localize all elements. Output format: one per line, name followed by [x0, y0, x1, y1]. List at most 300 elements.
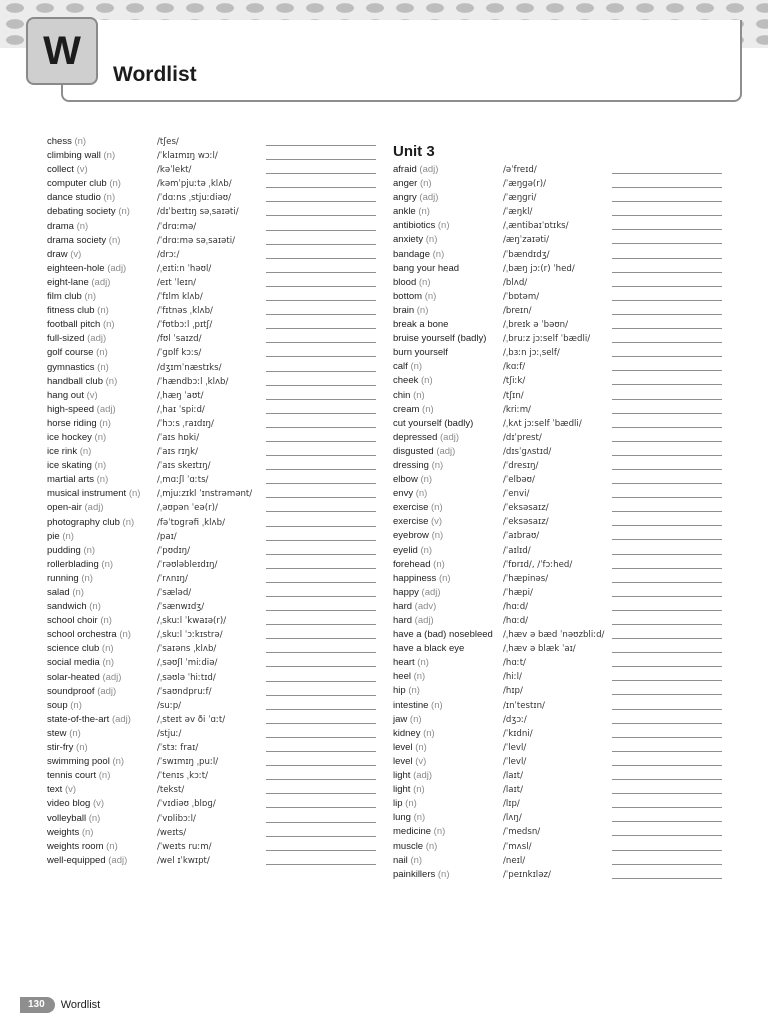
- headword: [393, 868, 450, 882]
- headword: [393, 656, 429, 670]
- translation-write-line: [266, 286, 376, 287]
- translation-write-line: [612, 314, 722, 315]
- headword: [393, 487, 427, 501]
- translation-write-line: [612, 427, 722, 428]
- headword-text: hard: [393, 600, 413, 612]
- translation-write-line: [612, 539, 722, 540]
- translation-write-line: [612, 878, 722, 879]
- part-of-speech: (n): [108, 234, 121, 246]
- headword-text: stir-fry: [47, 742, 74, 754]
- headword: [393, 670, 425, 684]
- headword-text: exercise: [393, 502, 429, 514]
- phonetic-transcription: /ˈrʌnɪŋ/: [157, 573, 188, 584]
- part-of-speech: (n): [415, 488, 428, 500]
- part-of-speech: (n): [99, 417, 111, 429]
- part-of-speech: (adj): [107, 262, 127, 274]
- headword-text: angry: [393, 192, 417, 204]
- headword-text: full-sized: [47, 333, 85, 345]
- phonetic-transcription: /tekst/: [157, 785, 185, 796]
- part-of-speech: (n): [98, 770, 111, 782]
- part-of-speech: (adj): [108, 854, 128, 866]
- translation-write-line: [266, 399, 376, 400]
- translation-write-line: [266, 610, 376, 611]
- headword: [393, 360, 422, 374]
- wordlist-row: [393, 346, 560, 360]
- phonetic-transcription: /tʃɪn/: [503, 390, 524, 401]
- headword: [47, 558, 113, 572]
- headword-text: chin: [393, 389, 411, 401]
- wordlist-row: [393, 572, 549, 586]
- phonetic-transcription: /kɑːf/: [503, 362, 526, 373]
- translation-write-line: [612, 652, 722, 653]
- headword-text: break a bone: [393, 319, 449, 331]
- part-of-speech: (n): [112, 756, 125, 768]
- phonetic-transcription: /ˈstɜː fraɪ/: [157, 743, 199, 754]
- translation-write-line: [612, 356, 722, 357]
- translation-write-line: [266, 723, 376, 724]
- headword: [47, 671, 121, 685]
- headword: [393, 614, 434, 628]
- phonetic-transcription: /ˈdrɑːmə/: [157, 221, 197, 232]
- phonetic-transcription: /ˈklaɪmɪŋ wɔːl/: [157, 151, 218, 162]
- translation-write-line: [266, 596, 376, 597]
- headword-text: tennis court: [47, 770, 97, 782]
- headword-text: medicine: [393, 826, 432, 838]
- translation-write-line: [266, 822, 376, 823]
- headword: [393, 628, 493, 642]
- part-of-speech: (n): [437, 868, 450, 880]
- translation-write-line: [266, 695, 376, 696]
- headword: [393, 515, 442, 529]
- part-of-speech: (v): [86, 389, 98, 401]
- headword: [393, 684, 420, 698]
- translation-write-line: [266, 201, 376, 202]
- unit-3-word-list: [393, 163, 605, 882]
- phonetic-transcription: /ˌbruːz jɔːself ˈbædli/: [503, 334, 591, 345]
- headword-text: ice skating: [47, 460, 92, 472]
- translation-write-line: [266, 441, 376, 442]
- headword-text: have a (bad) nosebleed: [393, 629, 493, 641]
- wordlist-row: [393, 360, 526, 374]
- phonetic-transcription: /ˈfɪlm klʌb/: [157, 292, 203, 303]
- part-of-speech: (n): [418, 276, 431, 288]
- translation-write-line: [612, 751, 722, 752]
- headword-text: musical instrument: [47, 488, 127, 500]
- headword: [393, 318, 448, 332]
- part-of-speech: (n): [417, 657, 429, 669]
- headword: [47, 332, 106, 346]
- headword: [393, 501, 443, 515]
- headword: [393, 797, 417, 811]
- headword-text: lung: [393, 812, 411, 824]
- part-of-speech: (n): [101, 643, 114, 655]
- headword-text: happiness: [393, 572, 437, 584]
- unit-heading: Unit 3: [393, 143, 435, 160]
- headword: [393, 642, 464, 656]
- wordlist-row: [393, 825, 541, 839]
- headword: [393, 233, 437, 247]
- phonetic-transcription: /ˌbɜːn jɔːˌself/: [503, 348, 560, 359]
- translation-write-line: [612, 201, 722, 202]
- translation-write-line: [266, 385, 376, 386]
- phonetic-transcription: /ˈbændɪdʒ/: [503, 249, 550, 260]
- translation-write-line: [612, 483, 722, 484]
- translation-write-line: [266, 258, 376, 259]
- wordlist-row: [393, 473, 535, 487]
- part-of-speech: (adv): [414, 600, 437, 612]
- headword: [47, 149, 115, 163]
- part-of-speech: (n): [416, 304, 429, 316]
- wordlist-row: [393, 684, 523, 698]
- wordlist-row: [393, 304, 532, 318]
- headword-text: calf: [393, 361, 408, 373]
- headword-text: light: [393, 784, 411, 796]
- translation-write-line: [612, 370, 722, 371]
- part-of-speech: (n): [105, 375, 118, 387]
- headword: [393, 205, 430, 219]
- headword-text: painkillers: [393, 868, 436, 880]
- wordlist-row: [393, 177, 547, 191]
- part-of-speech: (adj): [102, 671, 122, 683]
- wordlist-row: [393, 741, 527, 755]
- headword: [47, 530, 74, 544]
- phonetic-transcription: /ˈbɒtəm/: [503, 291, 540, 302]
- headword: [393, 459, 443, 473]
- headword: [47, 276, 110, 290]
- part-of-speech: (n): [433, 558, 445, 570]
- headword-text: school orchestra: [47, 629, 117, 641]
- headword-text: muscle: [393, 840, 424, 852]
- headword: [393, 558, 445, 572]
- wordlist-row: [393, 332, 591, 346]
- headword-text: blood: [393, 276, 417, 288]
- part-of-speech: (n): [94, 460, 107, 472]
- phonetic-transcription: /paɪ/: [157, 531, 177, 542]
- phonetic-transcription: /ˈfɪtnəs ˌklʌb/: [157, 306, 213, 317]
- part-of-speech: (n): [103, 192, 116, 204]
- translation-write-line: [266, 624, 376, 625]
- part-of-speech: (n): [74, 136, 87, 147]
- wordlist-row: [393, 248, 550, 262]
- phonetic-transcription: /ˈenvi/: [503, 489, 530, 500]
- headword: [393, 374, 433, 388]
- headword-text: rollerblading: [47, 558, 99, 570]
- translation-write-line: [266, 173, 376, 174]
- part-of-speech: (n): [119, 629, 131, 641]
- translation-write-line: [266, 807, 376, 808]
- translation-write-line: [612, 723, 722, 724]
- wordlist-row: [393, 656, 526, 670]
- headword: [393, 163, 438, 177]
- translation-write-line: [266, 666, 376, 667]
- phonetic-transcription: /ˈhæpinəs/: [503, 573, 549, 584]
- headword: [393, 431, 459, 445]
- phonetic-transcription: /laɪt/: [503, 771, 524, 782]
- phonetic-transcription: /weɪts/: [157, 827, 187, 838]
- phonetic-transcription: /ˈtenɪs ˌkɔːt/: [157, 771, 208, 782]
- translation-write-line: [266, 371, 376, 372]
- headword-text: bandage: [393, 248, 430, 260]
- phonetic-transcription: /ˈaɪlɪd/: [503, 545, 531, 556]
- phonetic-transcription: /ˈvɪdiəʊ ˌblɒɡ/: [157, 799, 216, 810]
- page-number: 130: [20, 997, 55, 1013]
- part-of-speech: (n): [431, 459, 444, 471]
- headword: [47, 600, 101, 614]
- headword-text: hang out: [47, 389, 84, 401]
- phonetic-transcription: /ˈdresɪŋ/: [503, 460, 539, 471]
- headword: [47, 417, 111, 431]
- part-of-speech: (n): [431, 530, 444, 542]
- headword: [393, 699, 443, 713]
- part-of-speech: (adj): [96, 403, 116, 415]
- headword: [47, 375, 117, 389]
- part-of-speech: (v): [76, 164, 88, 176]
- headword-text: envy: [393, 488, 414, 500]
- headword-text: chess: [47, 136, 72, 147]
- phonetic-transcription: /ˈpʊdɪŋ/: [157, 545, 191, 556]
- phonetic-transcription: /hɑːt/: [503, 658, 526, 669]
- phonetic-transcription: /ˈsæləd/: [157, 588, 192, 598]
- phonetic-transcription: /ˈelbəʊ/: [503, 475, 535, 486]
- part-of-speech: (n): [97, 361, 109, 373]
- part-of-speech: (n): [409, 713, 422, 725]
- headword: [393, 572, 451, 586]
- translation-write-line: [266, 187, 376, 188]
- wordlist-row: [393, 713, 527, 727]
- part-of-speech: (n): [423, 727, 435, 739]
- part-of-speech: (n): [83, 544, 96, 556]
- translation-write-line: [612, 525, 722, 526]
- part-of-speech: (n): [109, 178, 121, 190]
- part-of-speech: (adj): [91, 276, 111, 288]
- translation-write-line: [612, 258, 722, 259]
- translation-write-line: [612, 243, 722, 244]
- headword-text: level: [393, 741, 413, 753]
- headword: [47, 389, 98, 403]
- phonetic-transcription: /ˈfɒrɪd/, /ˈfɔːhed/: [503, 559, 573, 570]
- translation-write-line: [612, 497, 722, 498]
- translation-write-line: [266, 455, 376, 456]
- phonetic-transcription: /dɪsˈɡʌstɪd/: [503, 446, 552, 457]
- part-of-speech: (n): [103, 150, 116, 162]
- part-of-speech: (v): [64, 784, 77, 796]
- phonetic-transcription: /æŋˈzaɪəti/: [503, 235, 550, 246]
- phonetic-transcription: /eɪt ˈleɪn/: [157, 277, 197, 288]
- phonetic-transcription: /neɪl/: [503, 855, 526, 866]
- phonetic-transcription: /ˈhæpi/: [503, 587, 533, 598]
- wordlist-row: [393, 614, 529, 628]
- headword-text: draw: [47, 248, 68, 260]
- headword: [47, 220, 88, 234]
- translation-write-line: [612, 413, 722, 414]
- headword: [47, 614, 112, 628]
- headword: [47, 812, 100, 826]
- phonetic-transcription: /ˈrəʊləbleɪdɪŋ/: [157, 559, 218, 570]
- headword: [47, 346, 108, 360]
- headword-text: ice hockey: [47, 431, 92, 443]
- translation-write-line: [266, 526, 376, 527]
- headword: [47, 727, 81, 741]
- translation-write-line: [612, 709, 722, 710]
- headword-text: collect: [47, 164, 74, 176]
- part-of-speech: (n): [421, 375, 433, 387]
- translation-write-line: [266, 737, 376, 738]
- wordlist-row: [393, 670, 522, 684]
- headword: [393, 741, 427, 755]
- headword: [393, 290, 436, 304]
- headword-text: lip: [393, 798, 403, 810]
- phonetic-transcription: /ˈaɪbraʊ/: [503, 531, 540, 542]
- phonetic-transcription: /ˈsænwɪdʒ/: [157, 602, 205, 613]
- part-of-speech: (n): [118, 206, 130, 218]
- part-of-speech: (n): [101, 558, 114, 570]
- translation-write-line: [266, 469, 376, 470]
- translation-write-line: [266, 483, 376, 484]
- translation-write-line: [612, 173, 722, 174]
- headword: [47, 572, 93, 586]
- translation-write-line: [266, 554, 376, 555]
- headword-text: pie: [47, 530, 60, 542]
- headword: [393, 346, 448, 360]
- headword: [47, 783, 76, 797]
- part-of-speech: (adj): [419, 164, 439, 175]
- translation-write-line: [266, 413, 376, 414]
- wordlist-row: [393, 586, 533, 600]
- translation-write-line: [266, 272, 376, 273]
- headword: [393, 854, 422, 868]
- part-of-speech: (n): [76, 742, 88, 754]
- part-of-speech: (n): [408, 685, 420, 697]
- headword-text: cut yourself (badly): [393, 417, 474, 429]
- headword: [393, 332, 486, 346]
- headword-text: photography club: [47, 516, 120, 528]
- part-of-speech: (v): [70, 248, 82, 260]
- translation-write-line: [612, 286, 722, 287]
- translation-write-line: [266, 793, 376, 794]
- wordlist-row: [393, 487, 530, 501]
- phonetic-transcription: /kəˈlekt/: [157, 165, 192, 176]
- headword-text: football pitch: [47, 319, 101, 331]
- part-of-speech: (n): [418, 206, 430, 218]
- phonetic-transcription: /ˈlevl/: [503, 756, 527, 767]
- phonetic-transcription: /ˌsəʊʃl ˈmiːdiə/: [157, 658, 218, 669]
- headword: [47, 135, 86, 149]
- phonetic-transcription: /wel ɪˈkwɪpt/: [157, 855, 210, 866]
- wordlist-row: [393, 854, 526, 868]
- phonetic-transcription: /ˈæŋɡə(r)/: [503, 179, 547, 190]
- translation-write-line: [612, 835, 722, 836]
- phonetic-transcription: /breɪn/: [503, 305, 532, 316]
- wordlist-row: [393, 205, 533, 219]
- part-of-speech: (n): [122, 516, 135, 528]
- headword-text: depressed: [393, 431, 438, 443]
- part-of-speech: (adj): [421, 586, 441, 598]
- wordlist-row: [393, 459, 539, 473]
- part-of-speech: (adj): [414, 615, 434, 626]
- headword-text: brain: [393, 304, 415, 316]
- headword: [393, 825, 445, 839]
- headword-text: high-speed: [47, 403, 95, 415]
- phonetic-transcription: /laɪt/: [503, 785, 524, 796]
- translation-write-line: [266, 159, 376, 160]
- part-of-speech: (adj): [84, 502, 104, 514]
- translation-write-line: [266, 328, 376, 329]
- headword: [393, 529, 443, 543]
- headword-text: sandwich: [47, 601, 87, 613]
- phonetic-transcription: /ˌsteɪt əv ði ˈɑːt/: [157, 714, 226, 725]
- headword-text: hard: [393, 615, 413, 626]
- part-of-speech: (adj): [97, 685, 117, 697]
- wordlist-row: [393, 374, 526, 388]
- wordlist-row: [393, 431, 542, 445]
- headword: [393, 783, 425, 797]
- part-of-speech: (n): [433, 826, 446, 838]
- translation-write-line: [612, 638, 722, 639]
- headword-text: exercise: [393, 516, 429, 528]
- phonetic-transcription: /ˌmjuːzɪkl ˈɪnstrəmənt/: [157, 489, 253, 500]
- translation-write-line: [266, 751, 376, 752]
- translation-write-line: [612, 765, 722, 766]
- headword: [393, 389, 425, 403]
- headword: [47, 487, 140, 501]
- part-of-speech: (n): [413, 389, 425, 401]
- part-of-speech: (n): [102, 657, 115, 669]
- headword: [47, 656, 114, 670]
- phonetic-transcription: /ˈaɪs hɒki/: [157, 432, 200, 443]
- phonetic-transcription: /tʃiːk/: [503, 376, 526, 387]
- part-of-speech: (n): [425, 234, 438, 246]
- translation-write-line: [612, 187, 722, 188]
- wordlist-row: [393, 840, 532, 854]
- translation-write-line: [612, 610, 722, 611]
- phonetic-transcription: /kəmˈpjuːtə ˌklʌb/: [157, 179, 232, 190]
- part-of-speech: (n): [94, 431, 107, 443]
- headword: [393, 600, 436, 614]
- wordlist-right-column: [393, 141, 605, 882]
- part-of-speech: (n): [438, 572, 451, 584]
- headword: [47, 699, 82, 713]
- phonetic-transcription: /fəˈtɒɡrəfi ˌklʌb/: [157, 517, 225, 528]
- translation-write-line: [266, 864, 376, 865]
- part-of-speech: (n): [437, 220, 450, 232]
- phonetic-transcription: /ˈeksəsaɪz/: [503, 503, 549, 514]
- phonetic-transcription: /drɔː/: [157, 249, 180, 260]
- part-of-speech: (n): [420, 544, 433, 556]
- translation-write-line: [612, 779, 722, 780]
- wordlist-row: [393, 797, 520, 811]
- translation-write-line: [612, 793, 722, 794]
- headword: [47, 797, 104, 811]
- phonetic-transcription: /ˈswɪmɪŋ ˌpuːl/: [157, 757, 219, 768]
- headword: [47, 769, 110, 783]
- headword: [47, 262, 126, 276]
- headword: [47, 685, 116, 699]
- translation-write-line: [266, 709, 376, 710]
- part-of-speech: (n): [89, 601, 101, 613]
- phonetic-transcription: /lɪp/: [503, 799, 520, 810]
- wordlist-row: [393, 163, 537, 177]
- headword-text: bruise yourself (badly): [393, 333, 487, 345]
- headword-text: fitness club: [47, 305, 95, 317]
- wordlist-row: [393, 262, 575, 276]
- headword: [47, 431, 106, 445]
- translation-write-line: [612, 384, 722, 385]
- headword-text: computer club: [47, 178, 107, 190]
- translation-write-line: [612, 582, 722, 583]
- phonetic-transcription: /lʌŋ/: [503, 813, 522, 824]
- wordlist-row: [393, 642, 576, 656]
- wordlist-row: [393, 783, 524, 797]
